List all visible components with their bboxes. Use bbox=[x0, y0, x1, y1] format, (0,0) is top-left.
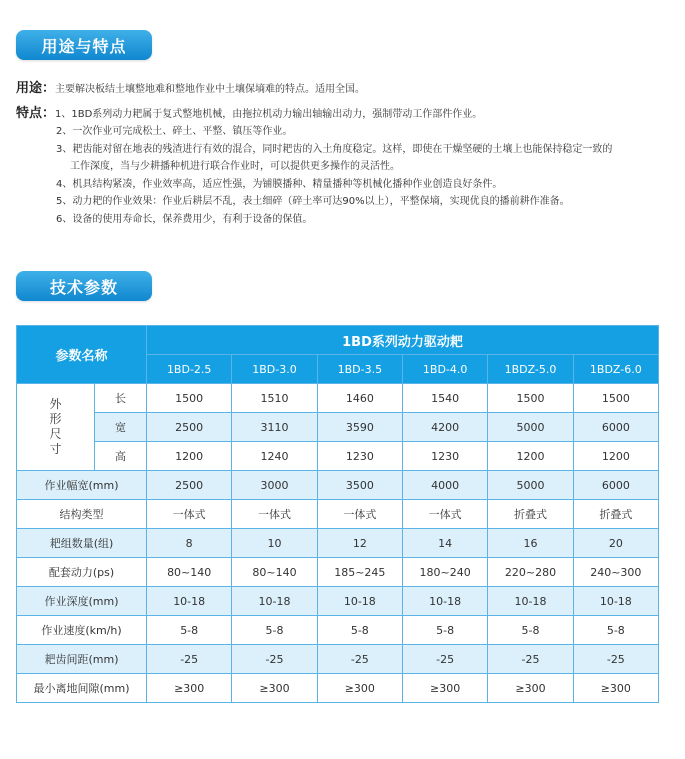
cell: 5-8 bbox=[573, 616, 658, 645]
table-row bbox=[17, 645, 659, 674]
row-label: 作业幅宽(mm) bbox=[17, 471, 147, 500]
cell: 一体式 bbox=[147, 500, 232, 529]
param-name-header: 参数名称 bbox=[17, 326, 147, 384]
table-row bbox=[17, 587, 659, 616]
cell: 一体式 bbox=[317, 500, 402, 529]
feature-item-continuation: 工作深度，当与少耕播种机进行联合作业时，可以提供更多操作的灵活性。 bbox=[70, 161, 400, 172]
cell: 8 bbox=[147, 529, 232, 558]
cell: 10-18 bbox=[488, 587, 573, 616]
row-label: 作业深度(mm) bbox=[17, 587, 147, 616]
cell: 10-18 bbox=[573, 587, 658, 616]
cell: ≥300 bbox=[232, 674, 317, 703]
feature-item: 5、动力耙的作业效果：作业后耕层不乱，表土细碎（碎土率可达90%以上），平整保墒，实现优良的播前耕作准备。 bbox=[56, 196, 570, 207]
cell: 4200 bbox=[403, 413, 488, 442]
cell: 3590 bbox=[317, 413, 402, 442]
cell: 1510 bbox=[232, 384, 317, 413]
cell: -25 bbox=[147, 645, 232, 674]
cell: 80~140 bbox=[232, 558, 317, 587]
row-label: 耙齿间距(mm) bbox=[17, 645, 147, 674]
cell: 一体式 bbox=[232, 500, 317, 529]
cell: 5-8 bbox=[317, 616, 402, 645]
series-header: 1BD系列动力驱动耙 bbox=[147, 326, 659, 355]
cell: 1540 bbox=[403, 384, 488, 413]
cell: 折叠式 bbox=[488, 500, 573, 529]
cell: 折叠式 bbox=[573, 500, 658, 529]
model-header: 1BD-3.0 bbox=[232, 355, 317, 384]
table-row bbox=[17, 500, 659, 529]
spec-table bbox=[16, 325, 659, 703]
cell: 3500 bbox=[317, 471, 402, 500]
row-label: 作业速度(km/h) bbox=[17, 616, 147, 645]
cell: 1500 bbox=[147, 384, 232, 413]
feature-item: 1、1BD系列动力耙属于复式整地机械，由拖拉机动力输出轴输出动力，强制带动工作部件作业。 bbox=[55, 109, 483, 120]
row-label: 结构类型 bbox=[17, 500, 147, 529]
cell: -25 bbox=[232, 645, 317, 674]
feature-item: 6、设备的使用寿命长，保养费用少，有利于设备的保值。 bbox=[56, 214, 313, 225]
table-row bbox=[17, 616, 659, 645]
cell: ≥300 bbox=[488, 674, 573, 703]
cell: 1240 bbox=[232, 442, 317, 471]
model-header: 1BD-3.5 bbox=[317, 355, 402, 384]
table-row bbox=[17, 442, 659, 471]
cell: ≥300 bbox=[573, 674, 658, 703]
usage-text: 主要解决板结土壤整地难和整地作业中土壤保墒难的特点。适用全国。 bbox=[55, 84, 366, 95]
cell: 3000 bbox=[232, 471, 317, 500]
row-label: 高 bbox=[95, 442, 147, 471]
section-title-params: 技术参数 bbox=[16, 271, 152, 301]
cell: 5000 bbox=[488, 471, 573, 500]
cell: 10-18 bbox=[317, 587, 402, 616]
table-row bbox=[17, 384, 659, 413]
cell: -25 bbox=[403, 645, 488, 674]
cell: 1230 bbox=[317, 442, 402, 471]
cell: 1200 bbox=[573, 442, 658, 471]
cell: 1460 bbox=[317, 384, 402, 413]
cell: 185~245 bbox=[317, 558, 402, 587]
cell: 10-18 bbox=[147, 587, 232, 616]
cell: 4000 bbox=[403, 471, 488, 500]
cell: -25 bbox=[488, 645, 573, 674]
cell: 1500 bbox=[488, 384, 573, 413]
cell: 2500 bbox=[147, 471, 232, 500]
cell: 2500 bbox=[147, 413, 232, 442]
cell: 180~240 bbox=[403, 558, 488, 587]
cell: 1200 bbox=[147, 442, 232, 471]
cell: 1230 bbox=[403, 442, 488, 471]
row-label: 配套动力(ps) bbox=[17, 558, 147, 587]
model-header: 1BD-4.0 bbox=[403, 355, 488, 384]
section-title-usage: 用途与特点 bbox=[16, 30, 152, 60]
cell: -25 bbox=[573, 645, 658, 674]
cell: 10-18 bbox=[232, 587, 317, 616]
cell: 5000 bbox=[488, 413, 573, 442]
row-label: 宽 bbox=[95, 413, 147, 442]
model-header: 1BDZ-5.0 bbox=[488, 355, 573, 384]
features-first-line bbox=[16, 105, 676, 123]
cell: 1500 bbox=[573, 384, 658, 413]
cell: 14 bbox=[403, 529, 488, 558]
cell: 5-8 bbox=[147, 616, 232, 645]
cell: 10-18 bbox=[403, 587, 488, 616]
feature-item: 2、一次作业可完成松土、碎土、平整、镇压等作业。 bbox=[56, 126, 293, 137]
cell: 一体式 bbox=[403, 500, 488, 529]
model-header: 1BD-2.5 bbox=[147, 355, 232, 384]
cell: 10 bbox=[232, 529, 317, 558]
cell: -25 bbox=[317, 645, 402, 674]
cell: 6000 bbox=[573, 471, 658, 500]
cell: 5-8 bbox=[232, 616, 317, 645]
cell: 12 bbox=[317, 529, 402, 558]
model-header: 1BDZ-6.0 bbox=[573, 355, 658, 384]
cell: 80~140 bbox=[147, 558, 232, 587]
table-row bbox=[17, 471, 659, 500]
row-label: 长 bbox=[95, 384, 147, 413]
feature-item: 3、耙齿能对留在地表的残渣进行有效的混合，同时耙齿的入土角度稳定。这样，即使在干燥坚硬的土壤上也能保持稳定一致的 bbox=[56, 144, 613, 155]
table-row bbox=[17, 413, 659, 442]
cell: 5-8 bbox=[403, 616, 488, 645]
cell: 5-8 bbox=[488, 616, 573, 645]
cell: 3110 bbox=[232, 413, 317, 442]
cell: ≥300 bbox=[317, 674, 402, 703]
features-label: 特点： bbox=[16, 106, 56, 121]
cell: 1200 bbox=[488, 442, 573, 471]
cell: ≥300 bbox=[147, 674, 232, 703]
cell: 220~280 bbox=[488, 558, 573, 587]
row-label: 耙组数量(组) bbox=[17, 529, 147, 558]
cell: ≥300 bbox=[403, 674, 488, 703]
table-row bbox=[17, 558, 659, 587]
cell: 6000 bbox=[573, 413, 658, 442]
table-row bbox=[17, 529, 659, 558]
row-label: 最小离地间隙(mm) bbox=[17, 674, 147, 703]
usage-label: 用途： bbox=[16, 81, 56, 96]
table-row bbox=[17, 674, 659, 703]
dimension-group-label: 外 形 尺 寸 bbox=[17, 384, 95, 471]
cell: 16 bbox=[488, 529, 573, 558]
feature-item: 4、机具结构紧凑，作业效率高，适应性强，为铺膜播种、精量播种等机械化播种作业创造良好条件。 bbox=[56, 179, 503, 190]
cell: 20 bbox=[573, 529, 658, 558]
cell: 240~300 bbox=[573, 558, 658, 587]
usage-paragraph bbox=[16, 80, 676, 98]
